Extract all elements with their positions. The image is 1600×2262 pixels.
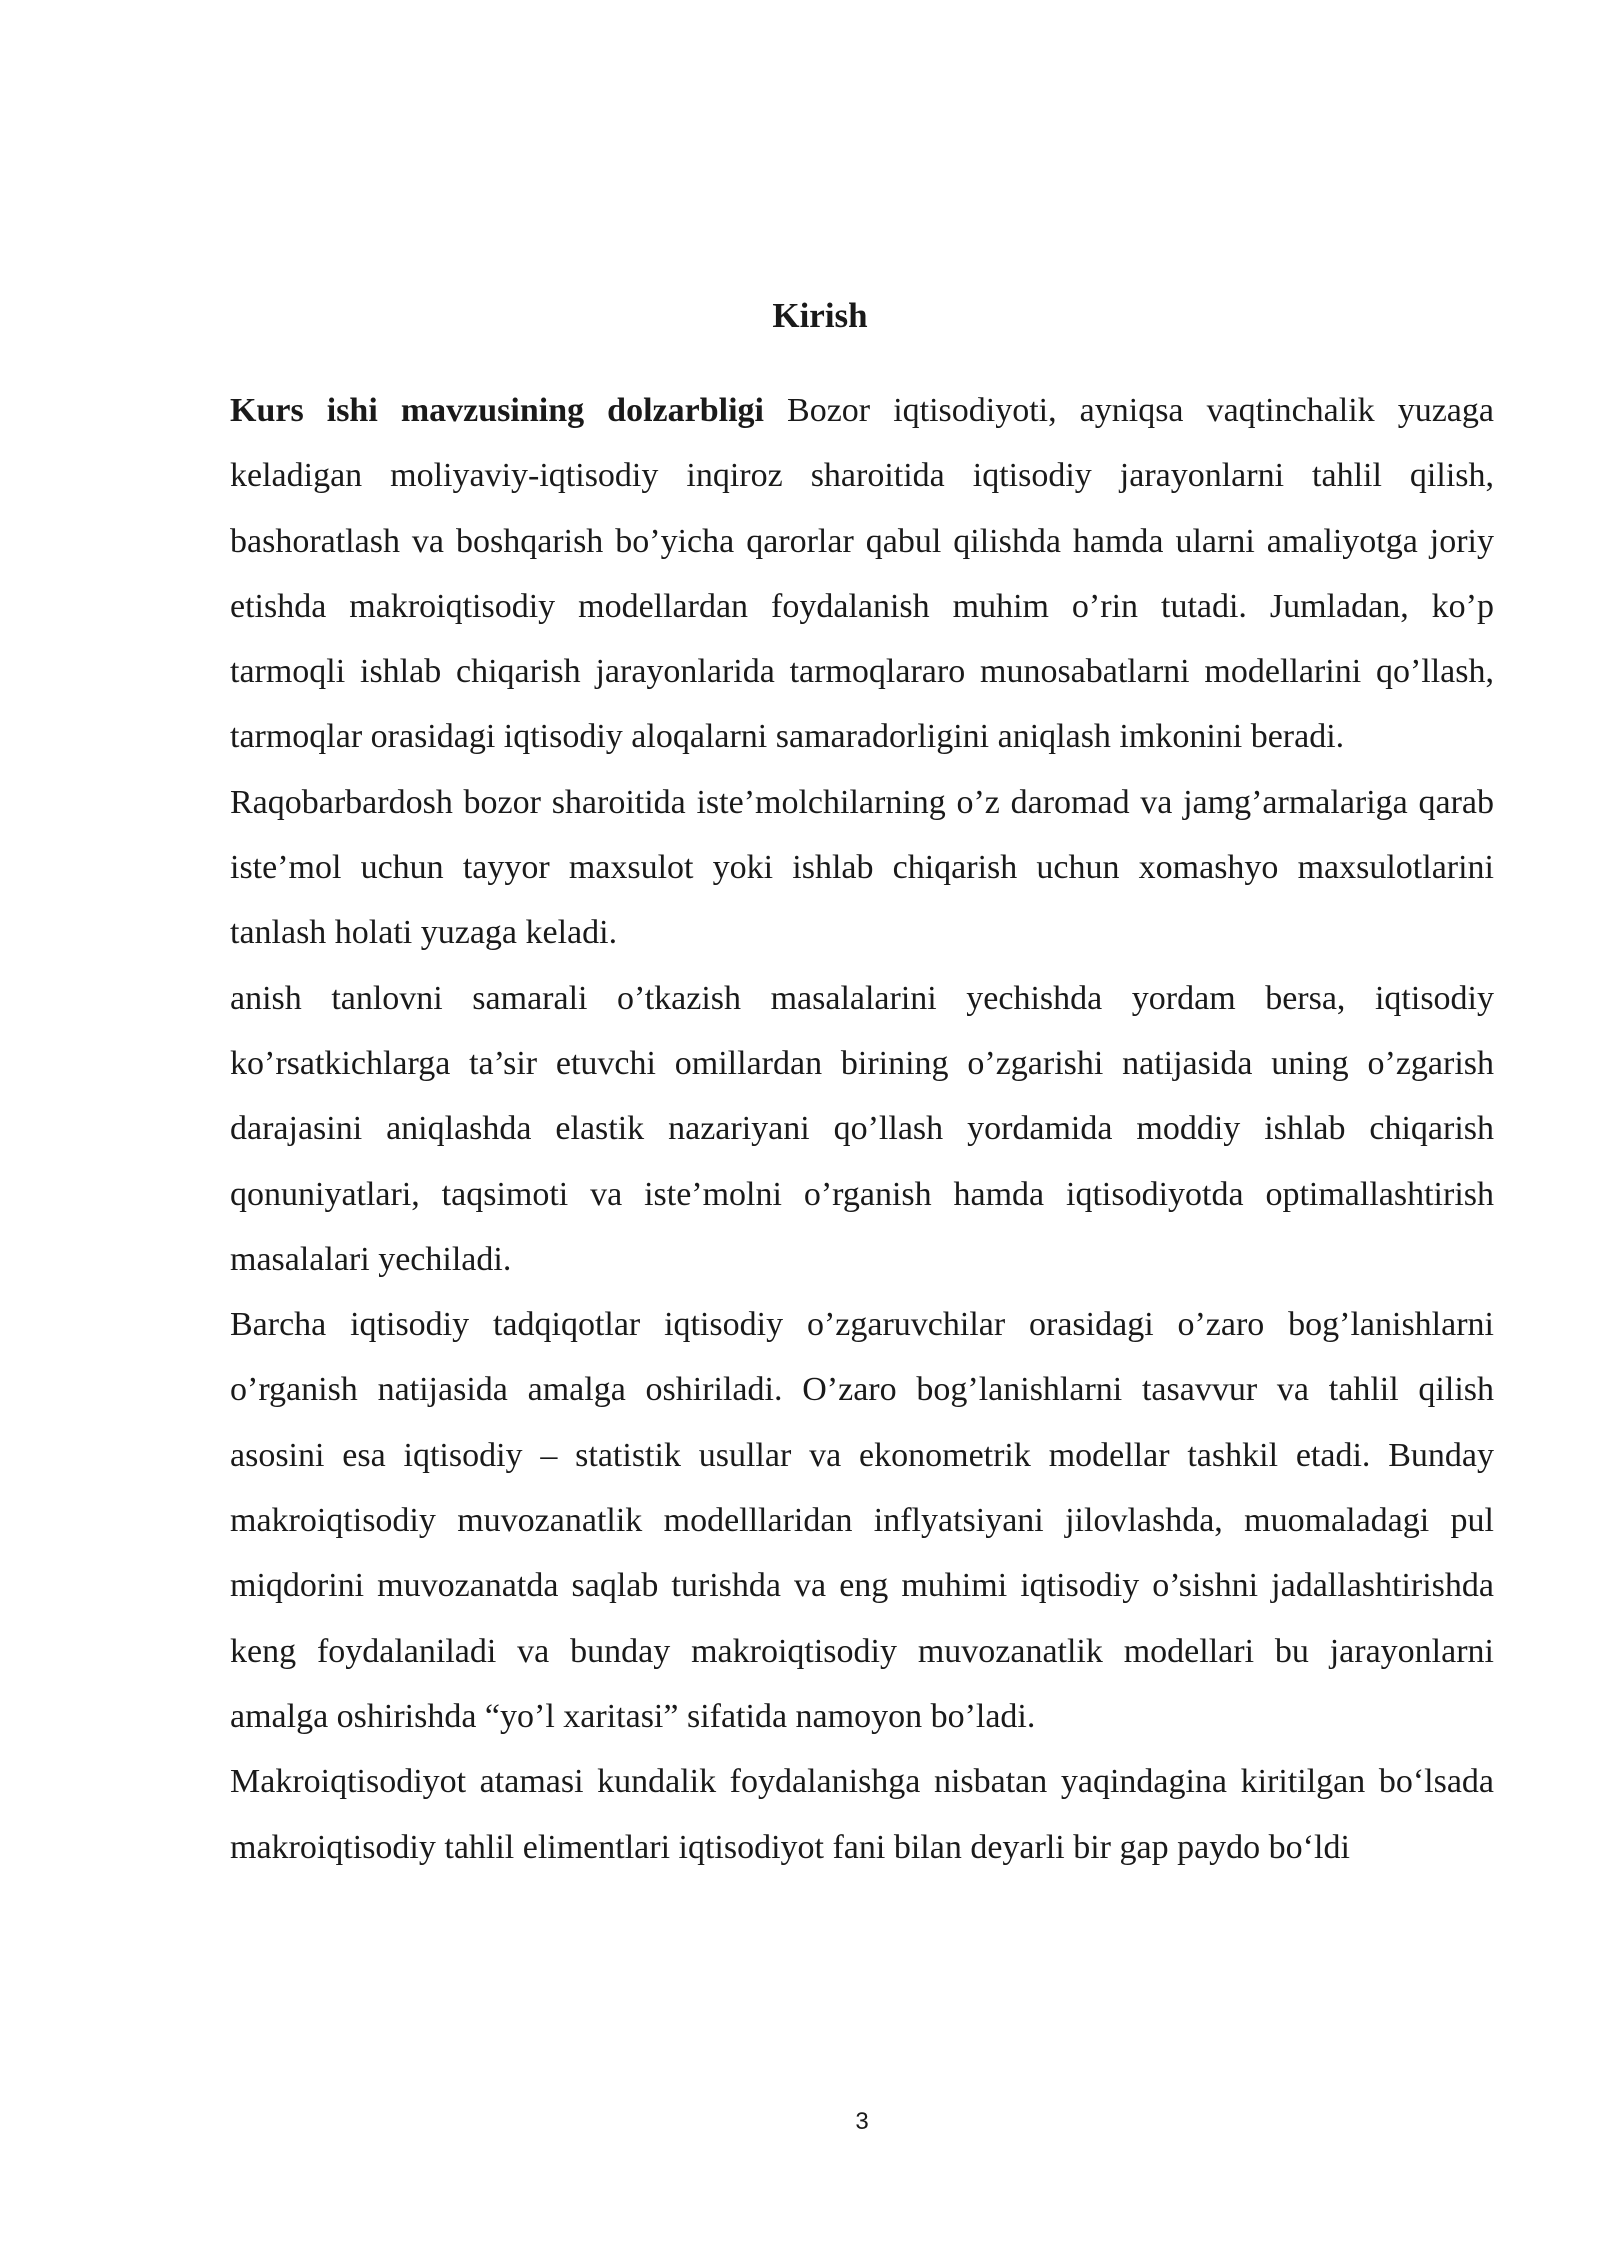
paragraph-research-models: Barcha iqtisodiy tadqiqotlar iqtisodiy o’zgaruvchilar orasidagi o’zaro bog’lanishlarni o’rganish natijasida amalga oshiriladi. O’zaro bog’lanishlarni tasavvur va tahlil qilish asosini esa iqtisodiy – statistik usullar va ekonometrik modellar tashkil etadi. Bunday makroiqtisodiy muvozanatlik modelllaridan inflyatsiyani jilovlashda, muomaladagi pul miqdorini muvozanatda saqlab turishda va eng muhimi iqtisodiy o’sishni jadallashtirishda keng foydalaniladi va bunday makroiqtisodiy muvozanatlik modellari bu jarayonlarni amalga oshirishda “yo’l xaritasi” sifatida namoyon bo’ladi. [230,1306,1494,1735]
paragraph-elasticity: anish tanlovni samarali o’tkazish masalalarini yechishda yordam bersa, iqtisodiy ko’rsatkichlarga ta’sir etuvchi omillardan birining o’zgarishi natijasida uning o’zgarish darajasini aniqlashda elastik nazariyani qo’llash yordamida moddiy ishlab chiqarish qonuniyatlari, taqsimoti va iste’molni o’rganish hamda iqtisodiyotda optimallashtirish masalalari yechiladi. [230,979,1494,1278]
paragraph-macroeconomics: Makroiqtisodiyot atamasi kundalik foydalanishga nisbatan yaqindagina kiritilgan bo‘lsada makroiqtisodiy tahlil elimentlari iqtisodiyot fani bilan deyarli bir gap paydo bo‘ldi [230,1763,1494,1866]
paragraph-competitive-market: Raqobarbardosh bozor sharoitida iste’molchilarning o’z daromad va jamg’armalariga qarab iste’mol uchun tayyor maxsulot yoki ishlab chiqarish uchun xomashyo maxsulotlarini tanlash holati yuzaga keladi. [230,783,1494,952]
paragraph-relevance [230,378,1494,770]
document-page [230,0,1494,2262]
section-heading: Kirish [772,296,868,335]
page-number: 3 [855,2108,869,2135]
body-text [230,378,1494,1880]
paragraph-lead: Kurs ishi mavzusining dolzarbligi [230,392,764,429]
paragraph-text: Bozor iqtisodiyoti, ayniqsa vaqtinchalik yuzaga keladigan moliyaviy-iqtisodiy inqiroz sharoitida iqtisodiy jarayonlarni tahlil qilish, bashoratlash va boshqarish bo’yicha qarorlar qabul qilishda hamda ularni amaliyotga joriy etishda makroiqtisodiy modellardan foydalanish muhim o’rin tutadi. Jumladan, ko’p tarmoqli ishlab chiqarish jarayonlarida tarmoqlararo munosabatlarni modellarini qo’llash, tarmoqlar orasidagi iqtisodiy aloqalarni samaradorligini aniqlash imkonini beradi. [230,392,1494,756]
